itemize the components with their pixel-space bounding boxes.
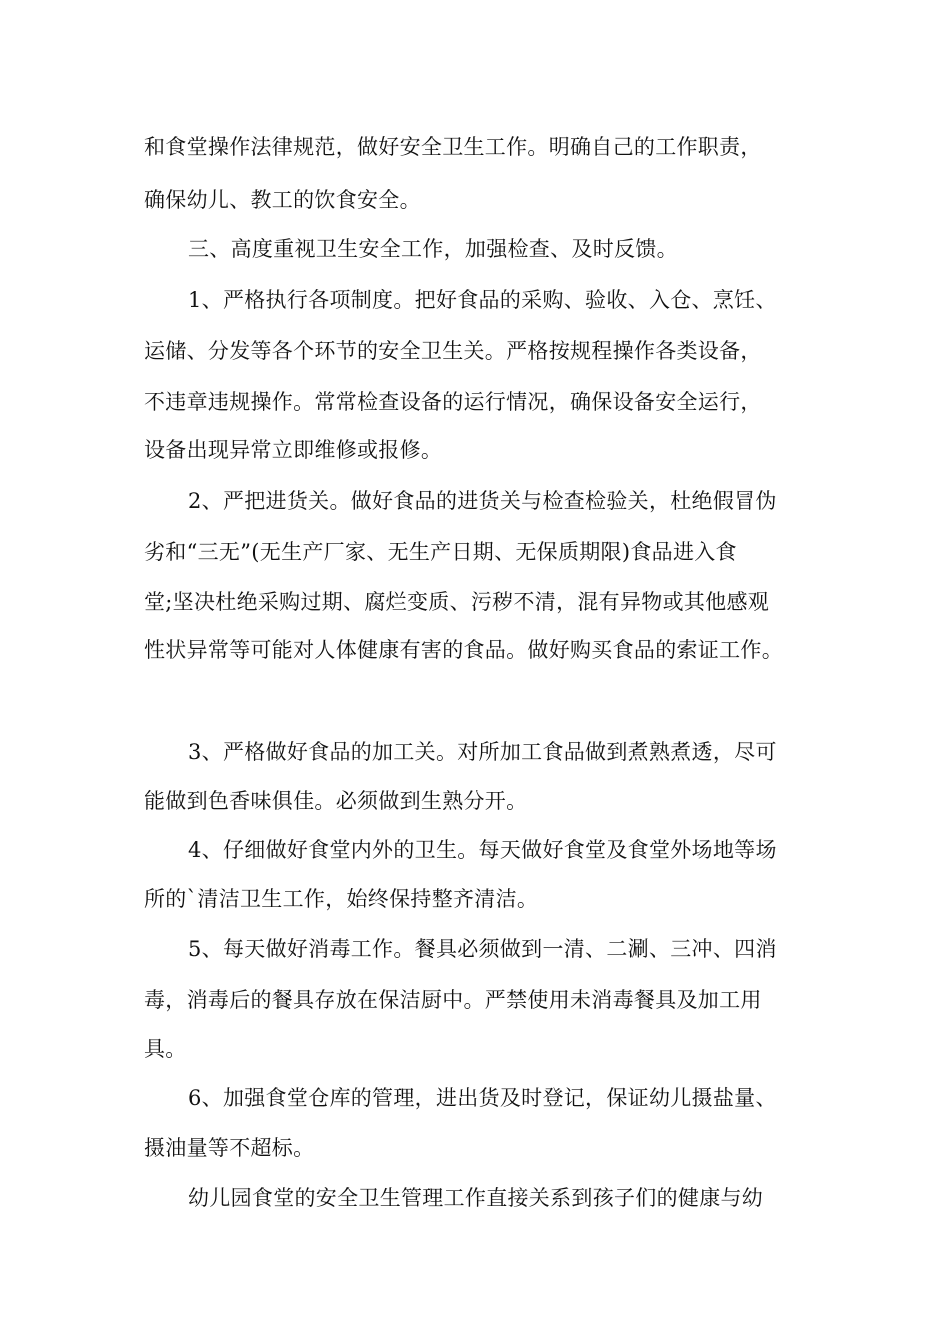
- text-line: 性状异常等可能对人体健康有害的食品。做好购买食品的索证工作。: [144, 638, 783, 662]
- text-line: 4、仔细做好食堂内外的卫生。每天做好食堂及食堂外场地等场: [188, 838, 777, 862]
- text-line: 5、每天做好消毒工作。餐具必须做到一清、二涮、三冲、四消: [188, 937, 777, 961]
- text-line: 6、加强食堂仓库的管理，进出货及时登记，保证幼儿摄盐量、: [188, 1086, 777, 1110]
- text-line: 运储、分发等各个环节的安全卫生关。严格按规程操作各类设备，: [144, 339, 762, 363]
- text-line: 毒，消毒后的餐具存放在保洁厨中。严禁使用未消毒餐具及加工用: [144, 988, 762, 1012]
- text-line: 确保幼儿、教工的饮食安全。: [144, 188, 421, 212]
- text-line: 2、严把进货关。做好食品的进货关与检查检验关，杜绝假冒伪: [188, 489, 777, 513]
- text-line: 和食堂操作法律规范，做好安全卫生工作。明确自己的工作职责，: [144, 135, 762, 159]
- text-line: 具。: [144, 1037, 187, 1061]
- text-line: 1、严格执行各项制度。把好食品的采购、验收、入仓、烹饪、: [188, 288, 777, 312]
- text-line: 堂;坚决杜绝采购过期、腐烂变质、污秽不清，混有异物或其他感观: [144, 590, 770, 614]
- text-line: 不违章违规操作。常常检查设备的运行情况，确保设备安全运行，: [144, 390, 762, 414]
- text-line: 所的`清洁卫生工作，始终保持整齐清洁。: [144, 887, 539, 911]
- text-line: 能做到色香味俱佳。必须做到生熟分开。: [144, 789, 528, 813]
- section-heading: 三、高度重视卫生安全工作，加强检查、及时反馈。: [188, 237, 678, 261]
- text-line: 3、严格做好食品的加工关。对所加工食品做到煮熟煮透，尽可: [188, 740, 777, 764]
- text-line: 设备出现异常立即维修或报修。: [144, 438, 443, 462]
- text-line: 幼儿园食堂的安全卫生管理工作直接关系到孩子们的健康与幼: [188, 1186, 764, 1210]
- text-line: 劣和“三无”(无生产厂家、无生产日期、无保质期限)食品进入食: [144, 540, 737, 564]
- text-line: 摄油量等不超标。: [144, 1136, 315, 1160]
